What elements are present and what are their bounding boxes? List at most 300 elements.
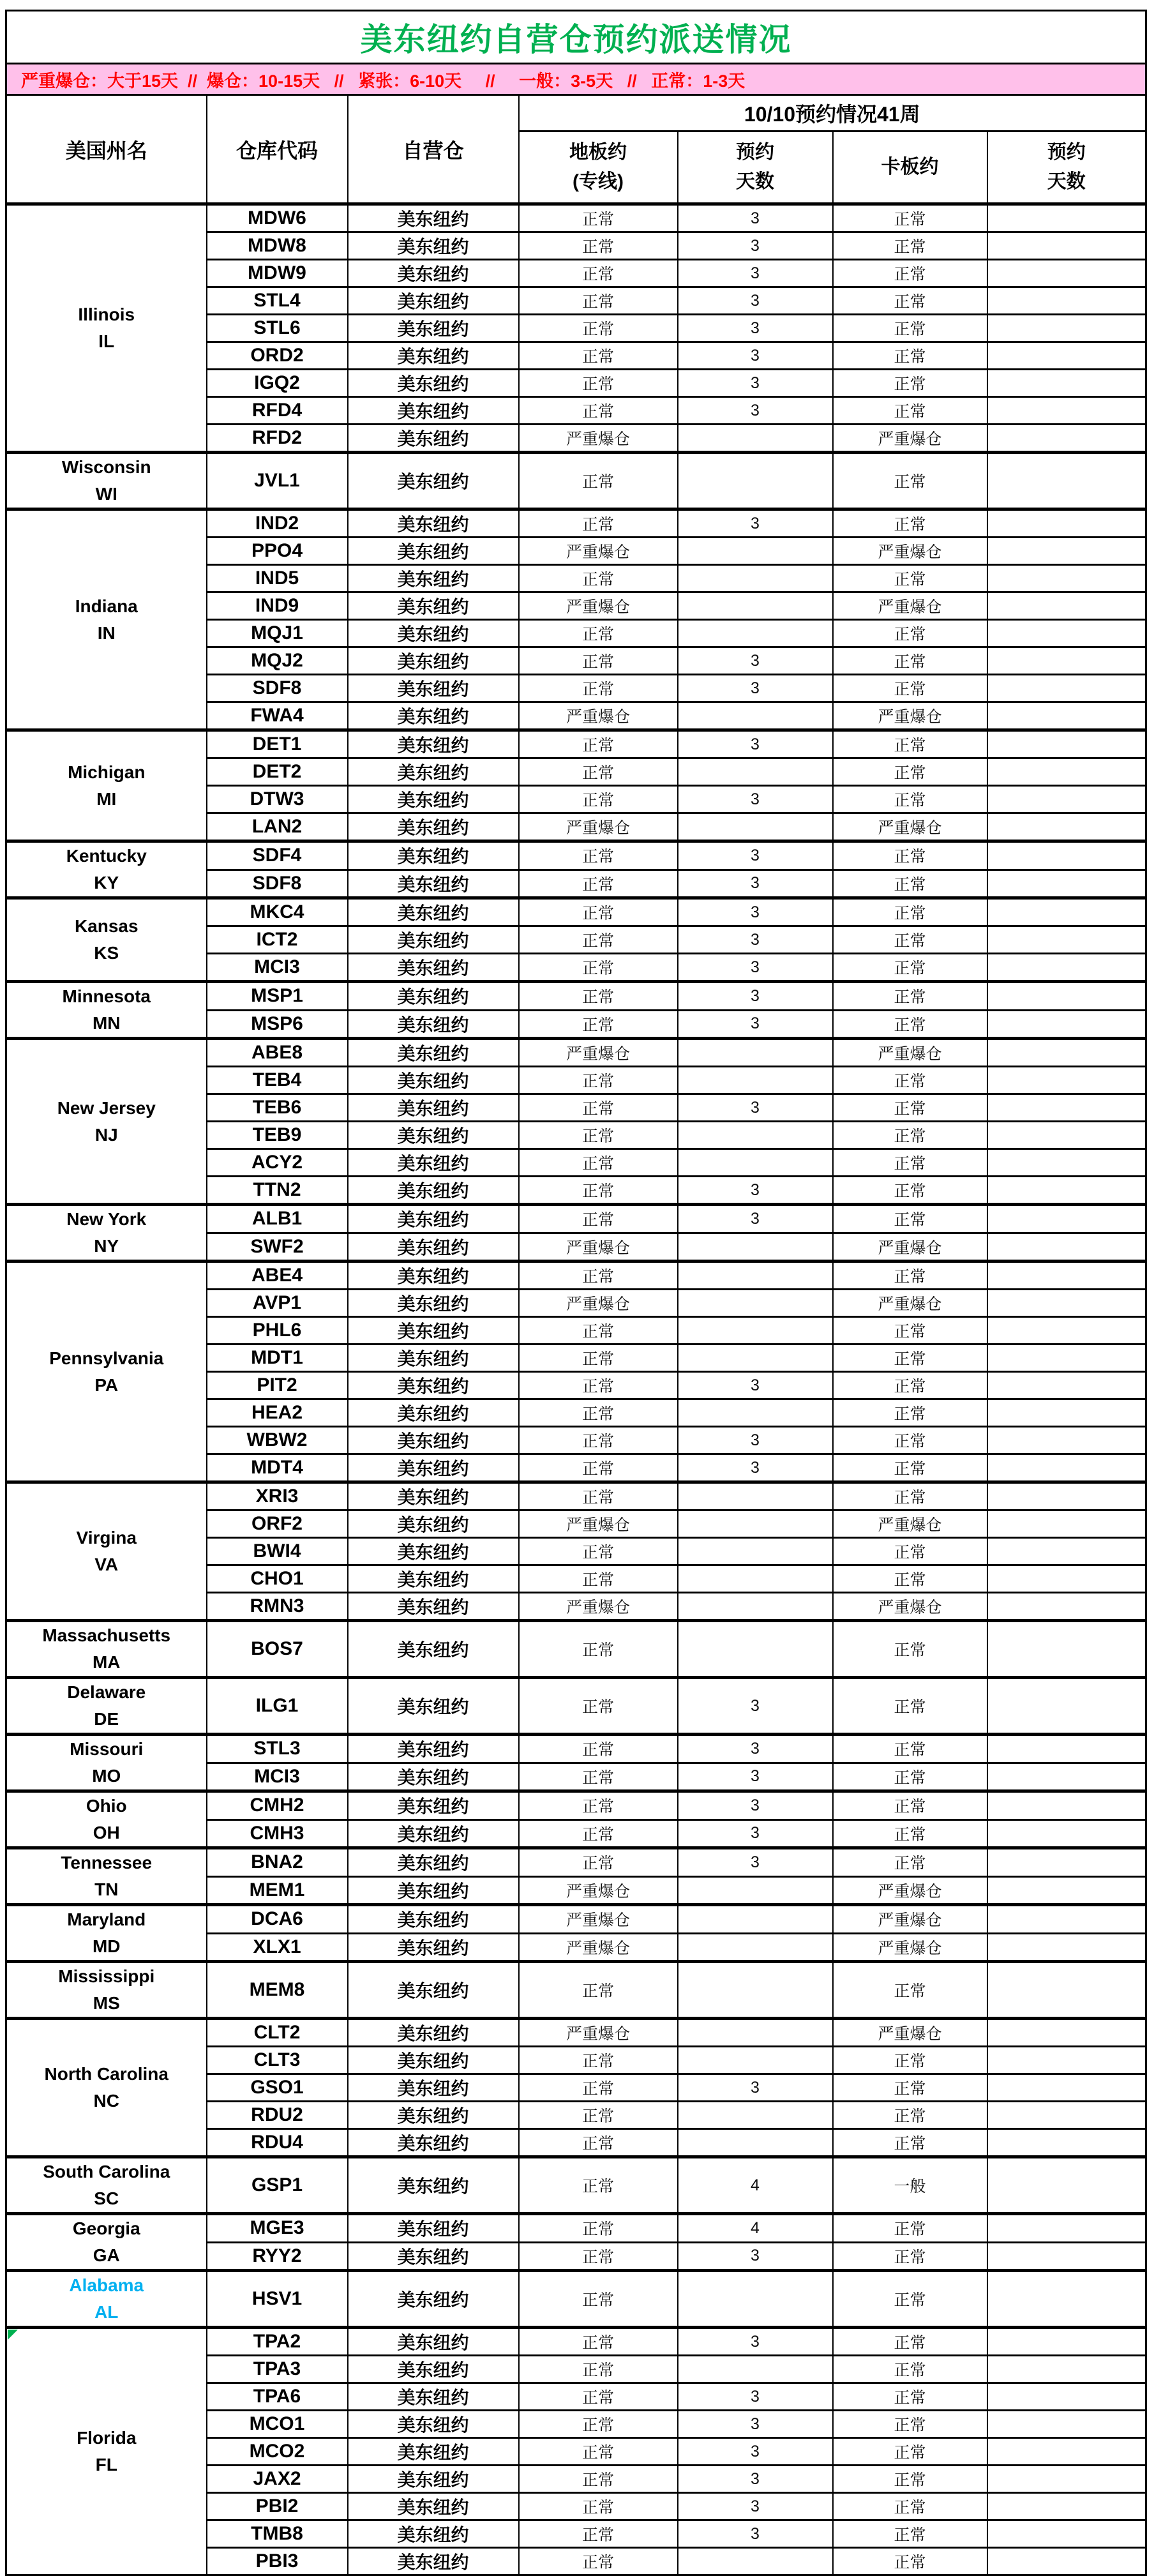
col-header-pallet-appointment: 卡板约 <box>833 132 987 204</box>
floor-appointment-status: 正常 <box>519 1177 678 1205</box>
warehouse-network: 美东纽约 <box>348 1122 519 1149</box>
table-row <box>6 2214 1146 2243</box>
excel-corner-flag-icon <box>8 2330 18 2340</box>
pallet-appointment-days <box>987 702 1146 730</box>
warehouse-code: MQJ2 <box>207 647 348 675</box>
pallet-appointment-days <box>987 1177 1146 1205</box>
warehouse-code: MDW8 <box>207 232 348 260</box>
pallet-appointment-days <box>987 1122 1146 1149</box>
floor-appointment-days: 3 <box>678 1094 833 1122</box>
pallet-appointment-status: 正常 <box>833 1565 987 1593</box>
warehouse-code: ACY2 <box>207 1149 348 1177</box>
pallet-appointment-status: 正常 <box>833 1962 987 2019</box>
pallet-appointment-status: 正常 <box>833 1010 987 1039</box>
state-abbr: NC <box>93 2091 119 2111</box>
warehouse-network: 美东纽约 <box>348 2548 519 2575</box>
state-name: Minnesota <box>62 986 151 1006</box>
warehouse-network: 美东纽约 <box>348 1205 519 1233</box>
floor-appointment-days: 3 <box>678 2493 833 2520</box>
warehouse-code: CMH3 <box>207 1819 348 1848</box>
pallet-appointment-status: 正常 <box>833 1177 987 1205</box>
warehouse-network: 美东纽约 <box>348 730 519 758</box>
warehouse-network: 美东纽约 <box>348 2242 519 2271</box>
warehouse-network: 美东纽约 <box>348 620 519 647</box>
floor-appointment-days: 3 <box>678 397 833 425</box>
floor-appointment-status: 严重爆仓 <box>519 1039 678 1067</box>
state-name: Maryland <box>67 1909 146 1929</box>
pallet-appointment-days <box>987 758 1146 786</box>
state-cell-ny <box>6 1205 207 1262</box>
warehouse-network: 美东纽约 <box>348 1317 519 1344</box>
state-name: Indiana <box>75 596 138 616</box>
floor-appointment-status: 正常 <box>519 204 678 232</box>
state-name: New York <box>66 1209 147 1229</box>
warehouse-code: DTW3 <box>207 786 348 813</box>
pallet-appointment-days <box>987 982 1146 1011</box>
pallet-appointment-days <box>987 2466 1146 2493</box>
warehouse-code: RYY2 <box>207 2242 348 2271</box>
floor-appointment-days: 3 <box>678 1819 833 1848</box>
warehouse-code: SDF4 <box>207 841 348 870</box>
floor-appointment-status: 正常 <box>519 232 678 260</box>
floor-appointment-status: 正常 <box>519 2411 678 2438</box>
pallet-appointment-days <box>987 2214 1146 2243</box>
pallet-appointment-days <box>987 813 1146 841</box>
floor-appointment-status: 正常 <box>519 2074 678 2102</box>
floor-appointment-status: 正常 <box>519 453 678 509</box>
floor-appointment-days <box>678 1262 833 1290</box>
col-header-floor-days <box>678 132 833 204</box>
warehouse-network: 美东纽约 <box>348 2102 519 2129</box>
floor-appointment-status: 正常 <box>519 2047 678 2074</box>
warehouse-code: XLX1 <box>207 1933 348 1962</box>
pallet-appointment-days <box>987 1538 1146 1565</box>
pallet-appointment-days <box>987 1482 1146 1510</box>
pallet-appointment-days <box>987 870 1146 898</box>
pallet-appointment-status: 正常 <box>833 232 987 260</box>
warehouse-network: 美东纽约 <box>348 898 519 926</box>
warehouse-network: 美东纽约 <box>348 397 519 425</box>
warehouse-network: 美东纽约 <box>348 1962 519 2019</box>
warehouse-code: BNA2 <box>207 1848 348 1877</box>
pallet-appointment-status: 正常 <box>833 1149 987 1177</box>
pallet-appointment-days <box>987 565 1146 592</box>
pallet-appointment-days <box>987 1039 1146 1067</box>
pallet-appointment-days <box>987 786 1146 813</box>
floor-appointment-status: 正常 <box>519 1427 678 1454</box>
floor-appointment-days: 3 <box>678 1848 833 1877</box>
table-row <box>6 1678 1146 1735</box>
floor-appointment-status: 正常 <box>519 2520 678 2548</box>
warehouse-network: 美东纽约 <box>348 2438 519 2466</box>
days-label-line2: 天数 <box>736 171 774 192</box>
pallet-appointment-status: 正常 <box>833 1399 987 1427</box>
floor-appointment-days: 3 <box>678 204 833 232</box>
pallet-appointment-status: 正常 <box>833 287 987 315</box>
state-name: Mississippi <box>58 1966 155 1986</box>
pallet-appointment-days <box>987 1565 1146 1593</box>
days-label-line2: 天数 <box>1047 171 1086 192</box>
floor-appointment-days: 3 <box>678 2520 833 2548</box>
state-name: Michigan <box>68 762 146 782</box>
state-abbr: KY <box>94 873 119 893</box>
floor-appointment-days <box>678 1565 833 1593</box>
floor-appointment-days <box>678 1482 833 1510</box>
pallet-appointment-status: 严重爆仓 <box>833 1290 987 1317</box>
floor-appointment-status: 正常 <box>519 898 678 926</box>
state-abbr: PA <box>94 1375 119 1395</box>
pallet-appointment-days <box>987 232 1146 260</box>
pallet-appointment-days <box>987 1205 1146 1233</box>
warehouse-network: 美东纽约 <box>348 1067 519 1094</box>
warehouse-code: DET1 <box>207 730 348 758</box>
warehouse-code: STL4 <box>207 287 348 315</box>
pallet-appointment-days <box>987 2102 1146 2129</box>
warehouse-network: 美东纽约 <box>348 204 519 232</box>
pallet-appointment-days <box>987 2271 1146 2328</box>
table-row <box>6 1205 1146 1233</box>
warehouse-code: ORD2 <box>207 342 348 370</box>
floor-appointment-days: 3 <box>678 1010 833 1039</box>
warehouse-code: MDW6 <box>207 204 348 232</box>
warehouse-network: 美东纽约 <box>348 2271 519 2328</box>
warehouse-code: CLT3 <box>207 2047 348 2074</box>
warehouse-network: 美东纽约 <box>348 425 519 453</box>
state-abbr: FL <box>95 2455 117 2474</box>
state-cell-nj <box>6 1039 207 1205</box>
floor-appointment-days <box>678 1593 833 1621</box>
floor-appointment-status: 严重爆仓 <box>519 813 678 841</box>
floor-appointment-status: 正常 <box>519 1962 678 2019</box>
warehouse-code: ICT2 <box>207 926 348 954</box>
table-row <box>6 730 1146 758</box>
state-cell-mi <box>6 730 207 841</box>
pallet-appointment-status: 严重爆仓 <box>833 1233 987 1262</box>
floor-appointment-status: 正常 <box>519 1538 678 1565</box>
floor-appointment-status: 正常 <box>519 982 678 1011</box>
floor-appointment-days <box>678 620 833 647</box>
state-name: Georgia <box>72 2218 140 2238</box>
warehouse-code: TPA6 <box>207 2383 348 2411</box>
pallet-appointment-status: 严重爆仓 <box>833 702 987 730</box>
floor-appointment-status: 正常 <box>519 1010 678 1039</box>
warehouse-network: 美东纽约 <box>348 342 519 370</box>
warehouse-network: 美东纽约 <box>348 1848 519 1877</box>
warehouse-network: 美东纽约 <box>348 2214 519 2243</box>
pallet-appointment-days <box>987 2520 1146 2548</box>
pallet-appointment-days <box>987 509 1146 538</box>
pallet-appointment-status: 严重爆仓 <box>833 1876 987 1905</box>
warehouse-network: 美东纽约 <box>348 1454 519 1482</box>
floor-appointment-days: 4 <box>678 2214 833 2243</box>
pallet-appointment-status: 正常 <box>833 342 987 370</box>
warehouse-network: 美东纽约 <box>348 2411 519 2438</box>
state-name: Alabama <box>69 2275 144 2295</box>
warehouse-network: 美东纽约 <box>348 453 519 509</box>
table-row <box>6 1848 1146 1877</box>
state-name: Virgina <box>76 1528 137 1548</box>
warehouse-code: TEB9 <box>207 1122 348 1149</box>
state-cell-mo <box>6 1735 207 1791</box>
floor-appointment-status: 正常 <box>519 1205 678 1233</box>
warehouse-code: MCI3 <box>207 1763 348 1791</box>
warehouse-code: MCO1 <box>207 2411 348 2438</box>
floor-appointment-label-line1: 地板约 <box>569 141 627 163</box>
floor-appointment-days: 4 <box>678 2157 833 2214</box>
pallet-appointment-status: 严重爆仓 <box>833 1039 987 1067</box>
warehouse-network: 美东纽约 <box>348 1177 519 1205</box>
pallet-appointment-days <box>987 2548 1146 2575</box>
floor-appointment-days <box>678 565 833 592</box>
floor-appointment-days: 3 <box>678 926 833 954</box>
pallet-appointment-days <box>987 204 1146 232</box>
warehouse-code: ALB1 <box>207 1205 348 1233</box>
state-cell-ma <box>6 1621 207 1678</box>
warehouse-code: SWF2 <box>207 1233 348 1262</box>
pallet-appointment-status: 正常 <box>833 1094 987 1122</box>
warehouse-code: PBI3 <box>207 2548 348 2575</box>
floor-appointment-status: 正常 <box>519 2356 678 2383</box>
pallet-appointment-status: 正常 <box>833 2047 987 2074</box>
pallet-appointment-days <box>987 675 1146 702</box>
pallet-appointment-status: 正常 <box>833 954 987 982</box>
pallet-appointment-status: 正常 <box>833 2328 987 2356</box>
state-cell-fl <box>6 2328 207 2575</box>
warehouse-code: ORF2 <box>207 1510 348 1538</box>
table-row <box>6 1791 1146 1820</box>
floor-appointment-status: 正常 <box>519 926 678 954</box>
floor-appointment-days: 3 <box>678 2411 833 2438</box>
pallet-appointment-status: 正常 <box>833 982 987 1011</box>
floor-appointment-days: 3 <box>678 287 833 315</box>
pallet-appointment-days <box>987 1317 1146 1344</box>
warehouse-code: RMN3 <box>207 1593 348 1621</box>
floor-appointment-days <box>678 1933 833 1962</box>
state-abbr: MA <box>92 1652 121 1672</box>
warehouse-network: 美东纽约 <box>348 1510 519 1538</box>
floor-appointment-status: 正常 <box>519 1399 678 1427</box>
table-row <box>6 204 1146 232</box>
state-cell-sc <box>6 2157 207 2214</box>
pallet-appointment-status: 正常 <box>833 565 987 592</box>
floor-appointment-days <box>678 1538 833 1565</box>
table-row <box>6 453 1146 509</box>
warehouse-code: PBI2 <box>207 2493 348 2520</box>
floor-appointment-days <box>678 1122 833 1149</box>
pallet-appointment-status: 正常 <box>833 1262 987 1290</box>
warehouse-network: 美东纽约 <box>348 702 519 730</box>
floor-appointment-days <box>678 1621 833 1678</box>
pallet-appointment-status: 正常 <box>833 620 987 647</box>
floor-appointment-days <box>678 813 833 841</box>
state-abbr: KS <box>94 943 119 963</box>
floor-appointment-status: 正常 <box>519 786 678 813</box>
table-row <box>6 2019 1146 2047</box>
page-title: 美东纽约自营仓预约派送情况 <box>6 11 1146 64</box>
warehouse-code: BWI4 <box>207 1538 348 1565</box>
warehouse-code: IND5 <box>207 565 348 592</box>
pallet-appointment-status: 正常 <box>833 2214 987 2243</box>
state-cell-ks <box>6 898 207 982</box>
pallet-appointment-days <box>987 2438 1146 2466</box>
floor-appointment-days: 3 <box>678 2383 833 2411</box>
warehouse-code: MDT1 <box>207 1344 348 1372</box>
pallet-appointment-status: 正常 <box>833 315 987 342</box>
warehouse-code: XRI3 <box>207 1482 348 1510</box>
col-header-code: 仓库代码 <box>207 95 348 204</box>
warehouse-code: TTN2 <box>207 1177 348 1205</box>
table-row <box>6 1905 1146 1934</box>
warehouse-network: 美东纽约 <box>348 2328 519 2356</box>
pallet-appointment-status: 正常 <box>833 2102 987 2129</box>
state-cell-oh <box>6 1791 207 1848</box>
warehouse-code: SDF8 <box>207 870 348 898</box>
floor-appointment-days <box>678 592 833 620</box>
floor-appointment-days: 3 <box>678 841 833 870</box>
warehouse-code: SDF8 <box>207 675 348 702</box>
state-cell-mn <box>6 982 207 1039</box>
floor-appointment-days <box>678 2047 833 2074</box>
floor-appointment-days: 3 <box>678 730 833 758</box>
col-header-floor-appointment <box>519 132 678 204</box>
floor-appointment-status: 正常 <box>519 1067 678 1094</box>
warehouse-network: 美东纽约 <box>348 260 519 287</box>
warehouse-network: 美东纽约 <box>348 1039 519 1067</box>
warehouse-network: 美东纽约 <box>348 2019 519 2047</box>
warehouse-code: HSV1 <box>207 2271 348 2328</box>
floor-appointment-days <box>678 2548 833 2575</box>
state-abbr: VA <box>94 1555 119 1574</box>
state-name: Missouri <box>70 1739 144 1759</box>
warehouse-network: 美东纽约 <box>348 758 519 786</box>
state-name: North Carolina <box>44 2064 169 2084</box>
warehouse-network: 美东纽约 <box>348 1399 519 1427</box>
warehouse-code: TEB4 <box>207 1067 348 1094</box>
state-name: Delaware <box>67 1682 146 1702</box>
pallet-appointment-days <box>987 538 1146 565</box>
pallet-appointment-status: 正常 <box>833 2548 987 2575</box>
warehouse-code: IND2 <box>207 509 348 538</box>
pallet-appointment-status: 正常 <box>833 1205 987 1233</box>
pallet-appointment-days <box>987 1678 1146 1735</box>
pallet-appointment-days <box>987 453 1146 509</box>
floor-appointment-days: 3 <box>678 2466 833 2493</box>
state-abbr: NJ <box>94 1124 118 1145</box>
state-name: Massachusetts <box>42 1625 171 1645</box>
pallet-appointment-days <box>987 1454 1146 1482</box>
floor-appointment-days <box>678 1317 833 1344</box>
warehouse-code: PHL6 <box>207 1317 348 1344</box>
floor-appointment-days: 3 <box>678 786 833 813</box>
floor-appointment-days: 3 <box>678 2242 833 2271</box>
pallet-appointment-status: 一般 <box>833 2157 987 2214</box>
pallet-appointment-days <box>987 592 1146 620</box>
pallet-appointment-status: 严重爆仓 <box>833 1510 987 1538</box>
warehouse-network: 美东纽约 <box>348 1344 519 1372</box>
pallet-appointment-days <box>987 1933 1146 1962</box>
floor-appointment-status: 正常 <box>519 1149 678 1177</box>
floor-appointment-days: 3 <box>678 315 833 342</box>
floor-appointment-status: 正常 <box>519 2548 678 2575</box>
pallet-appointment-status: 严重爆仓 <box>833 813 987 841</box>
table-row <box>6 2271 1146 2328</box>
pallet-appointment-status: 正常 <box>833 397 987 425</box>
floor-appointment-days: 3 <box>678 232 833 260</box>
pallet-appointment-status: 正常 <box>833 2074 987 2102</box>
floor-appointment-status: 严重爆仓 <box>519 1876 678 1905</box>
warehouse-network: 美东纽约 <box>348 1538 519 1565</box>
floor-appointment-days: 3 <box>678 1372 833 1399</box>
pallet-appointment-status: 严重爆仓 <box>833 2019 987 2047</box>
floor-appointment-days <box>678 2356 833 2383</box>
days-label-line1: 预约 <box>736 141 774 163</box>
table-row <box>6 509 1146 538</box>
floor-appointment-days <box>678 1149 833 1177</box>
pallet-appointment-days <box>987 1262 1146 1290</box>
pallet-appointment-status: 正常 <box>833 509 987 538</box>
state-name: Wisconsin <box>61 457 151 477</box>
pallet-appointment-days <box>987 1962 1146 2019</box>
pallet-appointment-days <box>987 1010 1146 1039</box>
pallet-appointment-status: 正常 <box>833 1344 987 1372</box>
pallet-appointment-status: 正常 <box>833 2493 987 2520</box>
state-cell-il <box>6 204 207 453</box>
floor-appointment-days <box>678 1233 833 1262</box>
pallet-appointment-days <box>987 1621 1146 1678</box>
state-cell-ms <box>6 1962 207 2019</box>
floor-appointment-days <box>678 453 833 509</box>
floor-appointment-status: 正常 <box>519 1565 678 1593</box>
pallet-appointment-status: 正常 <box>833 2383 987 2411</box>
floor-appointment-status: 正常 <box>519 2493 678 2520</box>
pallet-appointment-status: 正常 <box>833 647 987 675</box>
warehouse-network: 美东纽约 <box>348 1819 519 1848</box>
pallet-appointment-days <box>987 260 1146 287</box>
floor-appointment-status: 正常 <box>519 2157 678 2214</box>
table-row <box>6 1621 1146 1678</box>
warehouse-code: RDU2 <box>207 2102 348 2129</box>
warehouse-network: 美东纽约 <box>348 1482 519 1510</box>
warehouse-network: 美东纽约 <box>348 370 519 397</box>
pallet-appointment-days <box>987 841 1146 870</box>
floor-appointment-status: 正常 <box>519 1735 678 1763</box>
floor-appointment-status: 严重爆仓 <box>519 538 678 565</box>
warehouse-code: RFD4 <box>207 397 348 425</box>
warehouse-network: 美东纽约 <box>348 538 519 565</box>
state-name: South Carolina <box>43 2162 170 2181</box>
floor-appointment-status: 正常 <box>519 1482 678 1510</box>
warehouse-network: 美东纽约 <box>348 1876 519 1905</box>
floor-appointment-days <box>678 1344 833 1372</box>
warehouse-network: 美东纽约 <box>348 1149 519 1177</box>
pallet-appointment-status: 正常 <box>833 2438 987 2466</box>
floor-appointment-status: 正常 <box>519 870 678 898</box>
pallet-appointment-days <box>987 1372 1146 1399</box>
pallet-appointment-status: 正常 <box>833 2466 987 2493</box>
floor-appointment-days <box>678 1876 833 1905</box>
warehouse-code: CMH2 <box>207 1791 348 1820</box>
floor-appointment-days: 3 <box>678 2328 833 2356</box>
pallet-appointment-status: 正常 <box>833 204 987 232</box>
pallet-appointment-days <box>987 2411 1146 2438</box>
floor-appointment-status: 正常 <box>519 287 678 315</box>
warehouse-network: 美东纽约 <box>348 1735 519 1763</box>
warehouse-code: PPO4 <box>207 538 348 565</box>
floor-appointment-days: 3 <box>678 898 833 926</box>
warehouse-code: MDW9 <box>207 260 348 287</box>
state-abbr: MI <box>96 788 117 809</box>
floor-appointment-status: 正常 <box>519 315 678 342</box>
